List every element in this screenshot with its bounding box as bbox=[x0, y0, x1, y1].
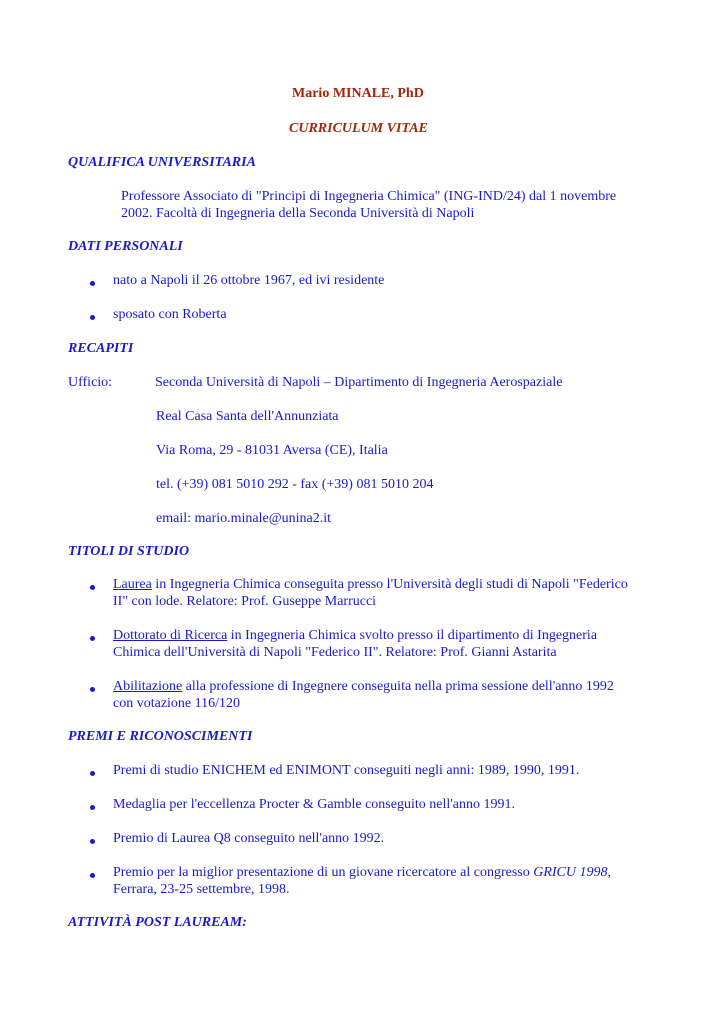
list-item bbox=[113, 679, 614, 695]
abilitazione-link[interactable]: Abilitazione bbox=[113, 679, 183, 694]
address-line: Seconda Università di Napoli – Dipartimento di Ingegneria Aerospaziale bbox=[155, 375, 563, 390]
section-heading-titoli: TITOLI DI STUDIO bbox=[68, 544, 190, 559]
list-item: Premio di Laurea Q8 conseguito nell'anno 1992. bbox=[113, 831, 385, 846]
section-heading-dati-personali: DATI PERSONALI bbox=[68, 239, 183, 254]
section-heading-recapiti: RECAPITI bbox=[68, 341, 134, 356]
address-line: Real Casa Santa dell'Annunziata bbox=[156, 409, 339, 424]
bullet-icon bbox=[90, 687, 95, 692]
email-line: email: mario.minale@unina2.it bbox=[156, 511, 332, 526]
laurea-link[interactable]: Laurea bbox=[113, 577, 152, 592]
qualifica-line-1: Professore Associato di "Principi di Ingegneria Chimica" (ING-IND/24) dal 1 novembre bbox=[121, 189, 617, 204]
item-text: in Ingegneria Chimica svolto presso il dipartimento di Ingegneria bbox=[227, 628, 598, 643]
item-text-continued: Chimica dell'Università di Napoli "Federico II". Relatore: Prof. Gianni Astarita bbox=[113, 645, 557, 660]
list-item: sposato con Roberta bbox=[113, 307, 227, 322]
dottorato-link[interactable]: Dottorato di Ricerca bbox=[113, 628, 228, 643]
address-line: Via Roma, 29 - 81031 Aversa (CE), Italia bbox=[156, 443, 388, 458]
item-text-continued: II" con lode. Relatore: Prof. Guseppe Marrucci bbox=[113, 594, 377, 609]
phone-fax-line: tel. (+39) 081 5010 292 - fax (+39) 081 5010 204 bbox=[156, 477, 434, 492]
bullet-icon bbox=[90, 636, 95, 641]
list-item bbox=[113, 577, 628, 593]
bullet-icon bbox=[90, 771, 95, 776]
item-text: alla professione di Ingegnere conseguita nella prima sessione dell'anno 1992 bbox=[182, 679, 614, 694]
document-title: CURRICULUM VITAE bbox=[289, 121, 428, 136]
item-text: , bbox=[607, 865, 612, 880]
bullet-icon bbox=[90, 585, 95, 590]
author-name: Mario MINALE, PhD bbox=[292, 86, 424, 101]
bullet-icon bbox=[90, 839, 95, 844]
list-item: nato a Napoli il 26 ottobre 1967, ed ivi residente bbox=[113, 273, 385, 288]
congress-name: GRICU 1998 bbox=[533, 865, 608, 880]
section-heading-premi: PREMI E RICONOSCIMENTI bbox=[68, 729, 253, 744]
bullet-icon bbox=[90, 315, 95, 320]
office-label: Ufficio: bbox=[68, 375, 113, 390]
item-text-continued: con votazione 116/120 bbox=[113, 696, 241, 711]
list-item: Premi di studio ENICHEM ed ENIMONT conseguiti negli anni: 1989, 1990, 1991. bbox=[113, 763, 580, 778]
item-text: Premio per la miglior presentazione di un giovane ricercatore al congresso bbox=[113, 865, 534, 880]
list-item bbox=[113, 628, 597, 644]
section-heading-qualifica: QUALIFICA UNIVERSITARIA bbox=[68, 155, 256, 170]
item-text-continued: Ferrara, 23-25 settembre, 1998. bbox=[113, 882, 290, 897]
list-item: Medaglia per l'eccellenza Procter & Gamble conseguito nell'anno 1991. bbox=[113, 797, 515, 812]
bullet-icon bbox=[90, 873, 95, 878]
bullet-icon bbox=[90, 805, 95, 810]
qualifica-line-2: 2002. Facoltà di Ingegneria della Seconda Università di Napoli bbox=[121, 206, 475, 221]
section-heading-attivita: ATTIVITÀ POST LAUREAM: bbox=[68, 915, 247, 930]
list-item bbox=[113, 865, 611, 881]
item-text: in Ingegneria Chimica conseguita presso l'Università degli studi di Napoli "Federico bbox=[151, 577, 628, 592]
bullet-icon bbox=[90, 281, 95, 286]
